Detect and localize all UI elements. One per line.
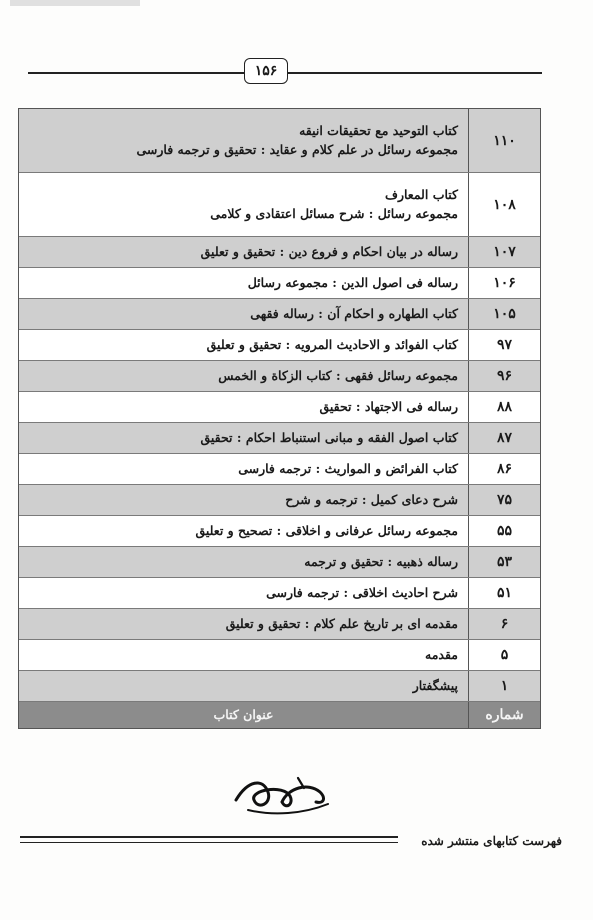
table-row <box>19 392 540 423</box>
table-row <box>19 640 540 671</box>
book-title-cell <box>19 547 468 577</box>
book-title-cell <box>19 671 468 701</box>
book-number-cell: ۵۳ <box>468 547 540 577</box>
book-number-cell: ۹۶ <box>468 361 540 391</box>
table-row <box>19 109 540 173</box>
book-title-cell <box>19 361 468 391</box>
book-number-cell: ۵۵ <box>468 516 540 546</box>
book-title-line: شرح دعای کمیل : ترجمه و شرح <box>285 491 458 507</box>
book-title-cell <box>19 299 468 329</box>
book-number-cell: ۸۶ <box>468 454 540 484</box>
book-title-cell <box>19 109 468 172</box>
book-title-line: رساله در بیان احکام و فروع دین : تحقیق و تعلیق <box>200 243 458 259</box>
table-row <box>19 361 540 392</box>
book-list-table <box>18 108 541 729</box>
book-title-cell <box>19 423 468 453</box>
table-row <box>19 299 540 330</box>
table-row <box>19 547 540 578</box>
table-row <box>19 330 540 361</box>
book-title-line: کتاب الفرائض و المواریث : ترجمه فارسی <box>238 460 458 476</box>
book-title-line: کتاب اصول الفقه و مبانی استنباط احکام : تحقیق <box>200 429 458 445</box>
book-number-cell: ۱۰۷ <box>468 237 540 267</box>
book-title-line: رساله ذهبیه : تحقیق و ترجمه <box>304 553 458 569</box>
table-row <box>19 578 540 609</box>
table-footer-row <box>19 702 540 728</box>
table-row <box>19 516 540 547</box>
book-title-cell <box>19 454 468 484</box>
book-title-line: مجموعه رسائل در علم کلام و عقاید : تحقیق و ترجمه فارسی <box>136 141 458 157</box>
book-title-cell <box>19 640 468 670</box>
book-number-cell: ۱۰۸ <box>468 173 540 236</box>
book-title-line: شرح احادیث اخلاقی : ترجمه فارسی <box>266 584 458 600</box>
book-title-line: پیشگفتار <box>412 677 458 693</box>
book-title-cell <box>19 173 468 236</box>
table-row <box>19 173 540 237</box>
table-row <box>19 609 540 640</box>
book-number-cell: ۸۸ <box>468 392 540 422</box>
book-number-cell: ۶ <box>468 609 540 639</box>
table-row <box>19 671 540 702</box>
book-title-line: مجموعه رسائل عرفانی و اخلاقی : تصحیح و تعلیق <box>195 522 458 538</box>
book-title-line: کتاب المعارف <box>385 187 458 203</box>
book-title-cell <box>19 485 468 515</box>
book-title-cell <box>19 237 468 267</box>
table-row <box>19 485 540 516</box>
table-row <box>19 423 540 454</box>
book-number-cell: ۵۱ <box>468 578 540 608</box>
book-title-cell <box>19 578 468 608</box>
footer-rule-thin <box>20 842 398 843</box>
book-title-line: رساله فی اصول الدین : مجموعه رسائل <box>247 274 458 290</box>
book-title-line: مجموعه رسائل فقهی : کتاب الزکاة و الخمس <box>218 367 458 383</box>
table-row <box>19 237 540 268</box>
book-number-cell: ۱۱۰ <box>468 109 540 172</box>
book-title-line: کتاب الطهاره و احکام آن : رساله فقهی <box>250 305 458 321</box>
book-title-line: مقدمه ای بر تاریخ علم کلام : تحقیق و تعلیق <box>225 615 458 631</box>
book-title-line: مقدمه <box>425 646 458 662</box>
book-number-cell: ۵ <box>468 640 540 670</box>
book-title-line: مجموعه رسائل : شرح مسائل اعتقادی و کلامی <box>210 205 458 221</box>
table-row <box>19 268 540 299</box>
table-row <box>19 454 540 485</box>
book-title-cell <box>19 392 468 422</box>
book-title-cell <box>19 330 468 360</box>
book-title-cell <box>19 516 468 546</box>
book-number-cell: ۱۰۶ <box>468 268 540 298</box>
book-title-cell <box>19 268 468 298</box>
book-title-line: کتاب الفوائد و الاحادیث المرویه : تحقیق و تعلیق <box>206 336 458 352</box>
footer-number-label: شماره <box>468 702 540 728</box>
book-title-cell <box>19 609 468 639</box>
book-number-cell: ۸۷ <box>468 423 540 453</box>
top-bleed-mark <box>10 0 140 6</box>
footer-label: عنوان کتاب <box>213 706 274 722</box>
book-number-cell: ۱۰۵ <box>468 299 540 329</box>
running-footer: فهرست کتابهای منتشر شده <box>421 834 562 848</box>
footer-rule-thick <box>20 836 398 838</box>
book-number-cell: ۱ <box>468 671 540 701</box>
signature-mark <box>228 770 338 820</box>
book-number-cell: ۹۷ <box>468 330 540 360</box>
book-title-line: کتاب التوحید مع تحقیقات انیقه <box>299 123 458 139</box>
book-title-line: رساله فی الاجتهاد : تحقیق <box>319 398 458 414</box>
page-number: ۱۵۶ <box>244 58 288 84</box>
book-number-cell: ۷۵ <box>468 485 540 515</box>
